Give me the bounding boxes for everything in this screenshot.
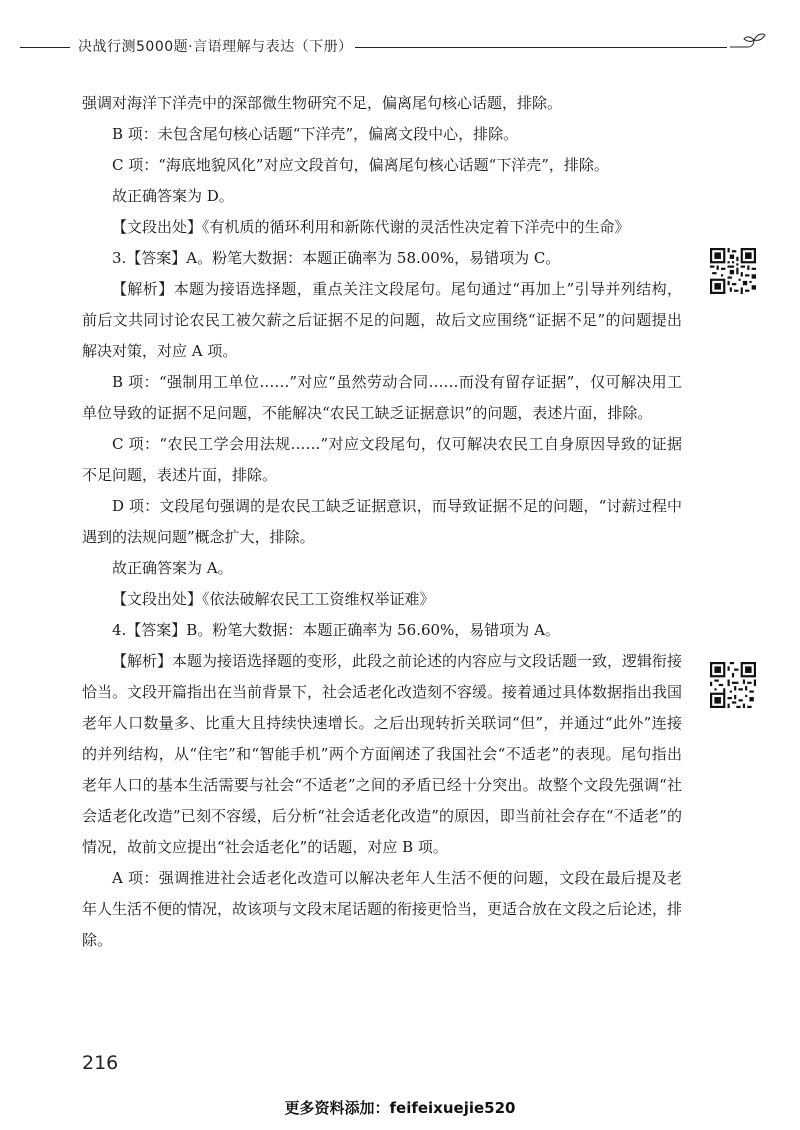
sprout-icon — [728, 30, 770, 60]
page-number: 216 — [82, 1052, 119, 1074]
source-note: 【文段出处】《依法破解农民工工资维权举证难》 — [112, 590, 435, 608]
qr-code-icon — [710, 248, 756, 294]
footer-note: 更多资料添加：feifeixuejie520 — [284, 1099, 516, 1117]
paragraph: 故正确答案为 A。 — [112, 559, 233, 577]
paragraph: 故正确答案为 D。 — [112, 187, 234, 205]
analysis-paragraph: 【解析】本题为接语选择题，重点关注文段尾句。尾句通过“再加上”引导并列结构，前后文共同讨论农民工被欠薪之后证据不足的问题，故后文应围绕“证据不足”的问题提出解决对策，对应 A 项。 — [82, 280, 682, 360]
header-rule-left — [20, 47, 70, 48]
paragraph: 强调对海洋下洋壳中的深部微生物研究不足，偏离尾句核心话题，排除。 — [82, 94, 563, 112]
running-header — [0, 30, 800, 60]
paragraph: A 项：强调推进社会适老化改造可以解决老年人生活不便的问题，文段在最后提及老年人生活不便的情况，故该项与文段末尾话题的衔接更恰当，更适合放在文段之后论述，排除。 — [82, 869, 683, 949]
source-note: 【文段出处】《有机质的循环利用和新陈代谢的灵活性决定着下洋壳中的生命》 — [112, 218, 630, 236]
header-rule-right — [355, 47, 727, 48]
answer-line: 4.【答案】B。粉笔大数据：本题正确率为 56.60%，易错项为 A。 — [112, 621, 560, 639]
book-title: 决战行测5000题·言语理解与表达（下册） — [78, 39, 353, 55]
paragraph: C 项：“农民工学会用法规……”对应文段尾句，仅可解决农民工自身原因导致的证据不足问题，表述片面，排除。 — [82, 435, 682, 484]
paragraph: C 项：“海底地貌风化”对应文段首句，偏离尾句核心话题“下洋壳”，排除。 — [112, 156, 609, 174]
answer-explanations — [82, 88, 682, 956]
paragraph: B 项：“强制用工单位……”对应“虽然劳动合同……而没有留存证据”，仅可解决用工单位导致的证据不足问题，不能解决“农民工缺乏证据意识”的问题，表述片面，排除。 — [82, 373, 682, 422]
analysis-paragraph: 【解析】本题为接语选择题的变形，此段之前论述的内容应与文段话题一致，逻辑衔接恰当。文段开篇指出在当前背景下，社会适老化改造刻不容缓。接着通过具体数据指出我国老年人口数量多、比重大且持续快速增长。之后出现转折关联词“但”，并通过“此外”连接的并列结构，从“住宅”和“智能手机”两个方面阐述了我国社会“不适老”的表现。尾句指出老年人口的基本生活需要与社会“不适老”之间的矛盾已经十分突出。故整个文段先强调“社会适老化改造”已刻不容缓，后分析“社会适老化改造”的原因，即当前社会存在“不适老”的情况，故前文应提出“社会适老化”的话题，对应 B 项。 — [82, 652, 683, 856]
paragraph: D 项：文段尾句强调的是农民工缺乏证据意识，而导致证据不足的问题，“讨薪过程中遇到的法规问题”概念扩大，排除。 — [82, 497, 682, 546]
paragraph: B 项：未包含尾句核心话题“下洋壳”，偏离文段中心，排除。 — [112, 125, 519, 143]
answer-line: 3.【答案】A。粉笔大数据：本题正确率为 58.00%，易错项为 C。 — [112, 249, 561, 267]
qr-code-icon — [710, 662, 756, 708]
